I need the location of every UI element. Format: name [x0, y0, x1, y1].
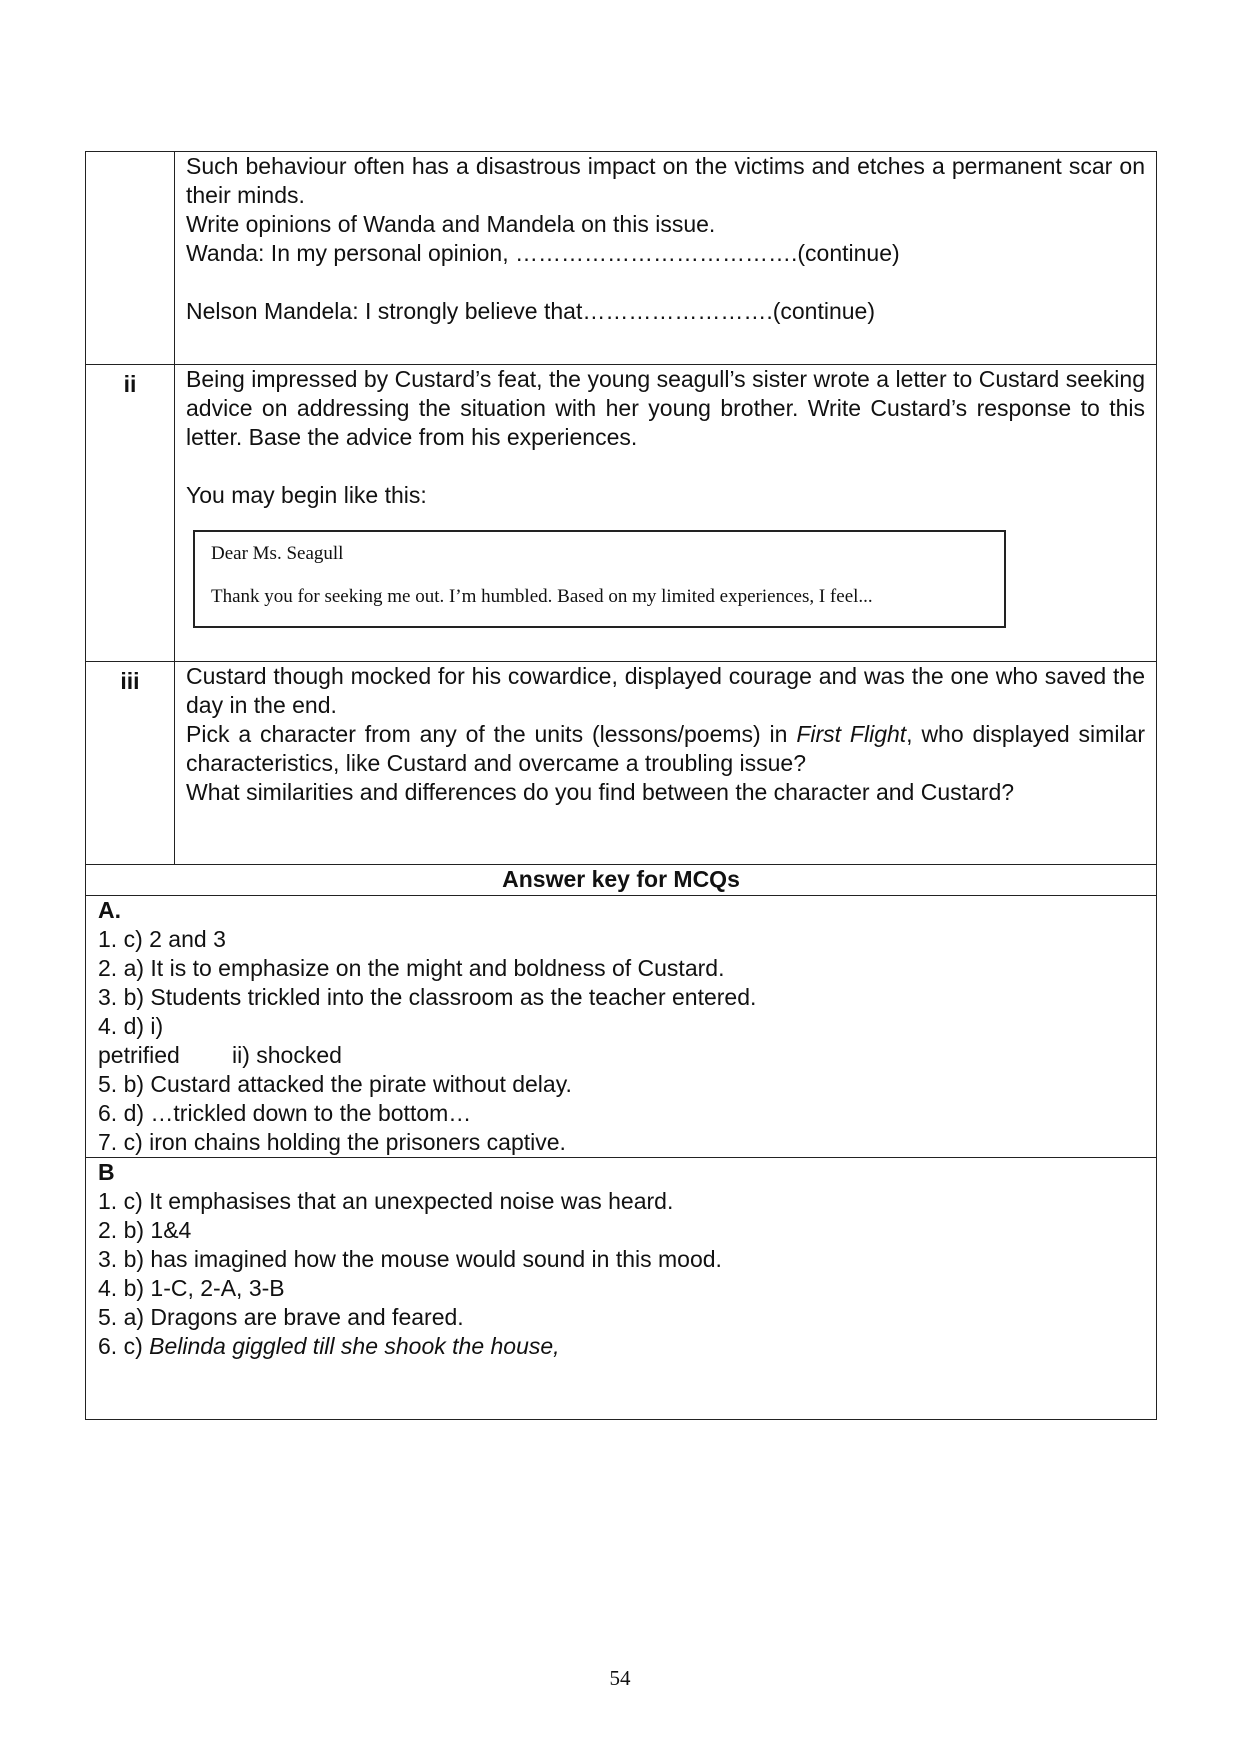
question-line: Such behaviour often has a disastrous impact on the victims and etches a permanent scar on their minds. [186, 153, 1145, 208]
answer-item: 3. b) has imagined how the mouse would sound in this mood. [98, 1246, 722, 1272]
question-table [85, 151, 1157, 1420]
letter-body: Thank you for seeking me out. I’m humbled. Based on my limited experiences, I feel... [211, 586, 873, 607]
question-text [175, 662, 1157, 865]
answer-item: 6. d) …trickled down to the bottom… [98, 1100, 472, 1126]
question-row-ii [86, 365, 1157, 662]
question-number: iii [86, 662, 175, 865]
page-number: 54 [609, 1666, 631, 1690]
answer-item: 6. c) Belinda giggled till she shook the house, [98, 1333, 560, 1359]
question-row-i [86, 152, 1157, 365]
book-title: First Flight [796, 721, 907, 747]
section-label: B [98, 1159, 115, 1185]
answer-item: 5. a) Dragons are brave and feared. [98, 1304, 464, 1330]
question-line: Custard though mocked for his cowardice, displayed courage and was the one who saved the day in the end. [186, 663, 1145, 718]
question-line: Wanda: In my personal opinion, ……………………………….(continue) [186, 240, 900, 266]
section-label: A. [98, 897, 121, 923]
answer-item: 7. c) iron chains holding the prisoners captive. [98, 1129, 566, 1155]
question-line: Pick a character from any of the units (lessons/poems) in First Flight, who displayed similar characteristics, like Custard and overcame a troubling issue? [186, 721, 1146, 776]
question-paragraph: Being impressed by Custard’s feat, the young seagull’s sister wrote a letter to Custard seeking advice on addressing the situation with her young brother. Write Custard’s response to this letter. Base the advice from his experiences. [186, 366, 1145, 450]
question-number: ii [86, 365, 175, 662]
answer-item: 5. b) Custard attacked the pirate without delay. [98, 1071, 572, 1097]
question-row-iii [86, 662, 1157, 865]
answer-item: 1. c) It emphasises that an unexpected noise was heard. [98, 1188, 674, 1214]
answer-key-header-row [86, 865, 1157, 896]
begin-instruction: You may begin like this: [186, 482, 427, 508]
letter-salutation: Dear Ms. Seagull [211, 543, 344, 564]
answer-item: 3. b) Students trickled into the classroom as the teacher entered. [98, 984, 757, 1010]
answer-item: 2. a) It is to emphasize on the might and boldness of Custard. [98, 955, 725, 981]
answer-item: 1. c) 2 and 3 [98, 926, 226, 952]
answer-section-a [86, 896, 1157, 1158]
answer-key-title: Answer key for MCQs [86, 865, 1157, 896]
question-number [86, 152, 175, 365]
question-line: Nelson Mandela: I strongly believe that…………………….(continue) [186, 298, 876, 324]
answer-item: 4. b) 1-C, 2-A, 3-B [98, 1275, 285, 1301]
question-line: What similarities and differences do you find between the character and Custard? [186, 779, 1015, 805]
letter-starter-box [193, 530, 1006, 628]
question-text [175, 365, 1157, 662]
answer-item: 4. d) i) petrified ii) shocked [98, 1013, 342, 1068]
answer-item: 2. b) 1&4 [98, 1217, 192, 1243]
question-text [175, 152, 1157, 365]
answer-section-b [86, 1158, 1157, 1420]
question-line: Write opinions of Wanda and Mandela on this issue. [186, 211, 716, 237]
